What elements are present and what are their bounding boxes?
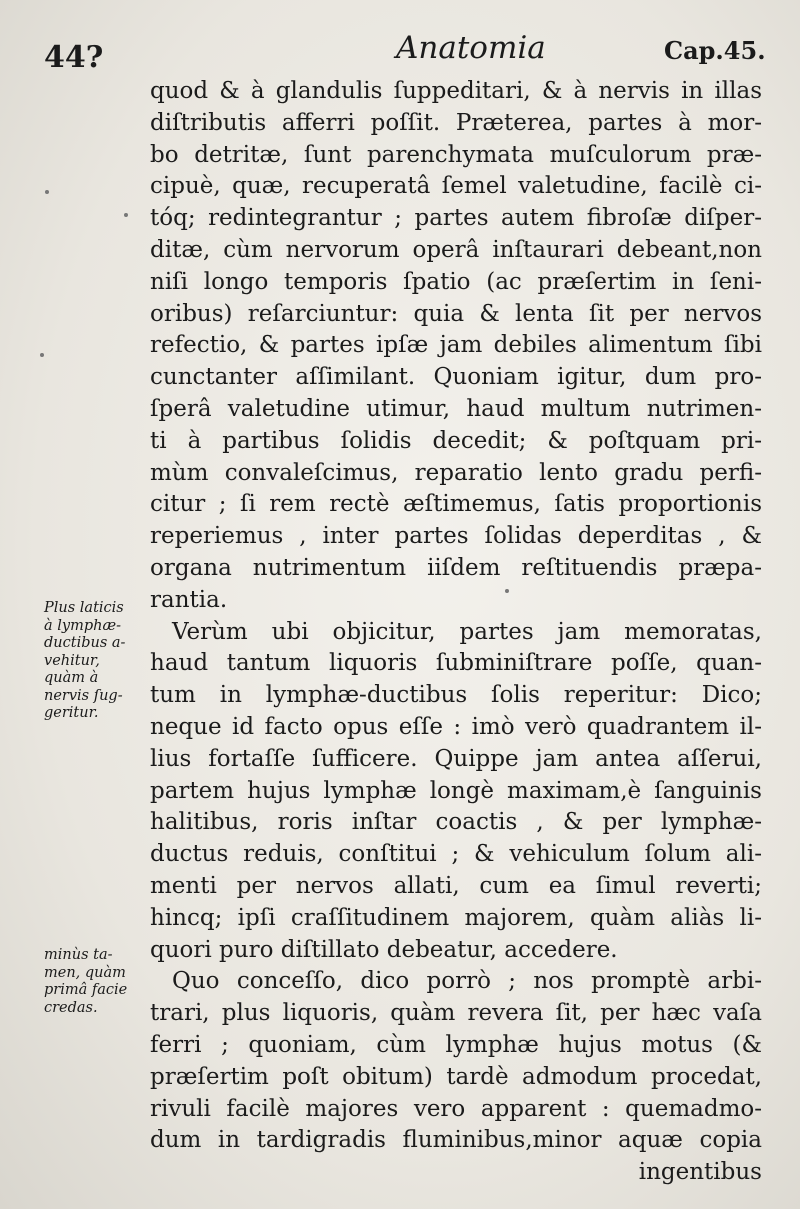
margin-note-line: primâ facie	[44, 982, 128, 998]
page-number: 44?	[44, 40, 104, 75]
text-line: refectio, & partes ipſæ jam debiles alimentum ſibi	[150, 332, 762, 359]
text-line: lius fortaſſe ſufficere. Quippe jam antea aſſerui,	[150, 745, 762, 772]
text-line: quori puro diſtillato debeatur, accedere.	[150, 936, 618, 963]
text-line: mùm convaleſcimus, reparatio lento gradu perfi-	[150, 459, 762, 486]
text-line: ti à partibus ſolidis decedit; & poſtquam pri-	[150, 427, 762, 454]
text-line: niſi longo temporis ſpatio (ac præſertim in ſeni-	[150, 268, 762, 295]
text-line: rantia.	[150, 586, 228, 613]
text-line: tum in lymphæ-ductibus ſolis reperitur: Dico;	[150, 682, 762, 709]
text-line: halitibus, roris inſtar coactis , & per lymphæ-	[150, 809, 762, 836]
body-text	[150, 76, 762, 1189]
text-line: Quo conceſſo, dico porrò ; nos promptè arbi-	[172, 968, 762, 995]
margin-note-line: quàm à	[44, 670, 99, 686]
text-line: præſertim poſt obitum) tardè admodum procedat,	[150, 1063, 762, 1090]
text-line: tóq; redintegrantur ; partes autem fibroſæ diſper-	[150, 205, 762, 232]
text-line: oribus) reſarciuntur: quia & lenta ſit per nervos	[150, 300, 762, 327]
text-line: organa nutrimentum iiſdem reſtituendis præpa-	[150, 554, 762, 581]
text-line: menti per nervos allati, cum ea ſimul reverti;	[150, 872, 762, 899]
margin-note-line: geritur.	[44, 705, 99, 721]
text-line: cipuè, quæ, recuperatâ ſemel valetudine, facilè ci-	[150, 173, 762, 200]
text-line: rivuli facilè majores vero apparent : quemadmo-	[150, 1095, 762, 1122]
text-line: ditæ, cùm nervorum operâ inſtaurari debeant,non	[150, 236, 762, 263]
text-line: partem hujus lymphæ longè maximam,è ſanguinis	[150, 777, 762, 804]
margin-note-line: à lymphæ-	[44, 617, 121, 634]
speck	[124, 213, 128, 217]
margin-note	[44, 600, 152, 723]
margin-note-line: credas.	[44, 999, 98, 1016]
text-line: hincq; ipſi craſſitudinem majorem, quàm aliàs li-	[150, 904, 762, 931]
speck	[505, 589, 509, 593]
text-line: trari, plus liquoris, quàm revera ſit, per hæc vaſa	[150, 1000, 762, 1027]
text-line: Verùm ubi objicitur, partes jam memoratas,	[172, 618, 762, 645]
text-line: dum in tardigradis fluminibus,minor aquæ copia	[150, 1127, 762, 1154]
text-line: ductus reduis, conſtitui ; & vehiculum ſolum ali-	[150, 841, 762, 868]
margin-note	[44, 947, 152, 1017]
catchword: ingentibus	[638, 1159, 762, 1186]
text-line: reperiemus , inter partes ſolidas deperditas , &	[150, 523, 762, 550]
margin-note-line: Plus laticis	[44, 600, 124, 616]
text-line: citur ; ſi rem rectè æſtimemus, ſatis proportionis	[150, 491, 762, 518]
chapter-label: Cap.45.	[664, 36, 766, 65]
text-line: diſtributis afferri poſſit. Præterea, partes à mor-	[150, 109, 762, 136]
speck	[45, 190, 49, 194]
text-line: quod & à glandulis ſuppeditari, & à nervis in illas	[150, 78, 762, 104]
page-header	[0, 14, 800, 74]
margin-note-line: minùs ta-	[44, 947, 113, 963]
text-line: ferri ; quoniam, cùm lymphæ hujus motus (&	[150, 1031, 762, 1058]
text-line: ſperâ valetudine utimur, haud multum nutrimen-	[150, 395, 762, 422]
speck	[40, 353, 44, 357]
text-line: cunctanter aſſimilant. Quoniam igitur, dum pro-	[150, 364, 762, 391]
text-line: haud tantum liquoris ſubminiſtrare poſſe, quan-	[150, 650, 762, 677]
text-line: neque id facto opus eſſe : imò verò quadrantem il-	[150, 713, 762, 740]
margin-note-line: ductibus a-	[44, 635, 126, 651]
text-line: bo detritæ, ſunt parenchymata muſculorum præ-	[150, 141, 762, 168]
margin-note-line: men, quàm	[44, 964, 126, 981]
margin-note-line: nervis ſug-	[44, 687, 123, 704]
margin-note-line: vehitur,	[44, 652, 100, 669]
running-title: Anatomia	[396, 30, 546, 66]
